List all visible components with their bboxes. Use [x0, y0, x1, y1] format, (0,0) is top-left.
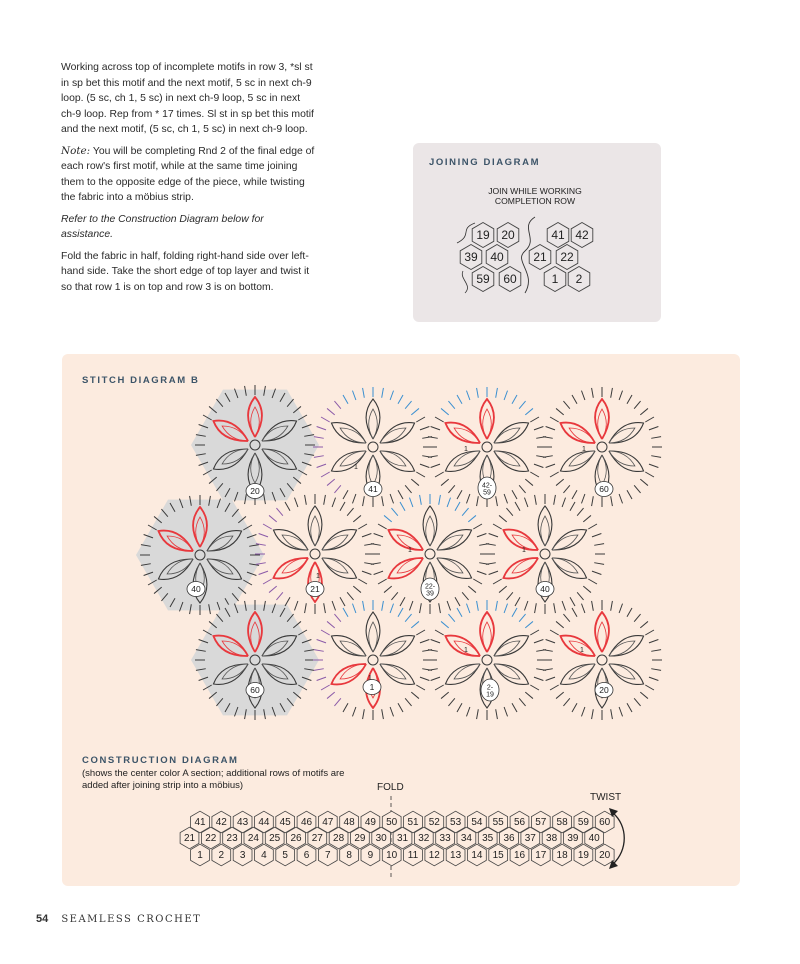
- instructions-paragraph-3: Refer to the Construction Diagram below for assistance.: [61, 213, 264, 240]
- construction-motif-number: 4: [261, 850, 267, 862]
- construction-motif-number: 32: [418, 833, 430, 845]
- construction-motif-number: 59: [577, 817, 589, 829]
- note-text: You will be completing Rnd 2 of the final edge of each row's first motif, while at the same time joining them to the opposite edge of the piece, while twisting the fabric into a möbius strip.: [61, 145, 315, 203]
- construction-motif-number: 6: [303, 850, 310, 862]
- construction-motif-number: 38: [546, 833, 558, 845]
- motif-label: 21: [310, 583, 320, 594]
- motif-marker-label: 1: [464, 646, 468, 654]
- join-right-number: 42: [575, 228, 589, 243]
- construction-motif-number: 27: [311, 833, 323, 845]
- motif-label: 22-39: [424, 583, 436, 598]
- construction-motif-number: 29: [354, 833, 366, 845]
- construction-motif-number: 15: [492, 850, 504, 862]
- stitch-diagram-title: STITCH DIAGRAM B: [82, 375, 200, 386]
- construction-motif-number: 41: [194, 817, 206, 829]
- construction-motif-number: 12: [428, 850, 440, 862]
- construction-motif-number: 9: [367, 850, 374, 862]
- construction-motif-number: 21: [183, 833, 196, 845]
- instructions-paragraph-4: Fold the fabric in half, folding right-hand side over left-hand side. Take the short edge of top layer and twist it so that row 1 is on top and row 3 is on bottom.: [61, 250, 310, 293]
- construction-motif-number: 35: [482, 833, 494, 845]
- construction-motif-number: 31: [396, 833, 409, 845]
- construction-motif-number: 7: [325, 850, 331, 862]
- motif-label: 20: [250, 485, 260, 496]
- construction-motif-number: 48: [343, 817, 355, 829]
- motif-label: 40: [540, 583, 550, 594]
- construction-motif-number: 47: [322, 817, 334, 829]
- construction-motif-number: 46: [300, 817, 313, 829]
- construction-motif-number: 34: [460, 833, 472, 845]
- motif-label: 60: [250, 684, 260, 695]
- motif-marker-label: 1: [522, 546, 526, 554]
- construction-motif-number: 16: [513, 850, 526, 862]
- motif-label: 20: [599, 684, 609, 695]
- motif-marker-label: 1: [464, 445, 468, 453]
- construction-motif-number: 19: [577, 850, 589, 862]
- construction-motif-number: 22: [205, 833, 217, 845]
- book-title: SEAMLESS CROCHET: [61, 914, 202, 925]
- construction-diagram-subtitle: (shows the center color A section; additional rows of motifs are added after joining strip into a möbius): [82, 768, 345, 791]
- construction-motif-number: 20: [599, 850, 611, 862]
- construction-motif-number: 60: [599, 817, 611, 829]
- construction-diagram-title: CONSTRUCTION DIAGRAM: [82, 755, 239, 766]
- construction-motif-number: 25: [269, 833, 281, 845]
- join-left-number: 20: [501, 228, 515, 243]
- construction-motif-number: 40: [588, 833, 600, 845]
- construction-motif-number: 54: [471, 817, 483, 829]
- construction-motif-number: 17: [535, 850, 547, 862]
- motif-marker-label: 1: [408, 546, 412, 554]
- construction-motif-number: 1: [197, 850, 203, 862]
- join-right-number: 21: [533, 250, 547, 265]
- page-footer: [36, 913, 201, 925]
- construction-motif-number: 24: [247, 833, 259, 845]
- fold-label: FOLD: [377, 782, 404, 793]
- motif-marker-label: 1: [582, 445, 586, 453]
- join-left-number: 19: [476, 228, 490, 243]
- construction-motif-number: 45: [279, 817, 291, 829]
- construction-motif-number: 39: [567, 833, 579, 845]
- motif-label: 1: [369, 681, 375, 692]
- construction-motif-number: 30: [375, 833, 387, 845]
- motif-label: 2-19: [486, 684, 494, 699]
- construction-motif-number: 49: [364, 817, 376, 829]
- twist-arrow: [613, 813, 624, 864]
- motif-marker-label: 1: [316, 572, 320, 580]
- twist-label: TWIST: [590, 792, 622, 803]
- construction-motif-number: 33: [439, 833, 451, 845]
- construction-motif-number: 44: [258, 817, 270, 829]
- join-right-number: 22: [560, 250, 574, 265]
- construction-motif-number: 3: [239, 850, 246, 862]
- join-left-number: 40: [490, 250, 504, 265]
- motif-marker-label: 1: [580, 646, 584, 654]
- construction-motif-number: 8: [346, 850, 352, 862]
- motif-marker-label: 1: [354, 463, 358, 471]
- construction-motif-number: 55: [492, 817, 504, 829]
- join-right-number: 1: [551, 272, 559, 287]
- construction-motif-number: 57: [535, 817, 547, 829]
- construction-motif-number: 42: [215, 817, 227, 829]
- construction-motif-number: 10: [386, 850, 398, 862]
- construction-motif-number: 56: [513, 817, 526, 829]
- join-right-number: 41: [551, 228, 565, 243]
- motif-label: 41: [368, 483, 378, 494]
- note-label: Note:: [61, 144, 91, 157]
- construction-motif-number: 26: [290, 833, 302, 845]
- construction-motif-number: 53: [450, 817, 462, 829]
- construction-motif-number: 14: [471, 850, 483, 862]
- motif-label: 42-59: [481, 482, 493, 497]
- join-left-number: 59: [476, 272, 490, 287]
- construction-motif-number: 51: [407, 817, 419, 829]
- construction-motif-number: 13: [450, 850, 462, 862]
- construction-motif-number: 43: [237, 817, 249, 829]
- joining-diagram-caption: JOIN WHILE WORKING COMPLETION ROW: [488, 186, 582, 206]
- construction-motif-number: 2: [218, 850, 225, 862]
- construction-motif-number: 11: [407, 850, 419, 862]
- joining-diagram-title: JOINING DIAGRAM: [429, 157, 541, 168]
- page-number: 54: [36, 913, 49, 925]
- join-left-number: 60: [503, 272, 517, 287]
- construction-motif-number: 37: [524, 833, 536, 845]
- join-left-number: 39: [464, 250, 478, 265]
- construction-motif-number: 18: [556, 850, 568, 862]
- instructions-paragraph-1: Working across top of incomplete motifs in row 3, *sl st in sp bet this motif and the next motif, 5 sc in next ch-9 loop. (5 sc, ch 1, 5 sc) in next ch-9 loop, 5 sc in next ch-9 loop. Rep from * 17 times. Sl st in sp bet this motif and the next motif, (5 sc, ch 1, 5 sc) in next ch-9 loop.: [61, 62, 314, 135]
- join-right-number: 2: [575, 272, 583, 287]
- construction-motif-number: 28: [333, 833, 345, 845]
- construction-motif-number: 36: [503, 833, 515, 845]
- motif-marker-label: 1: [368, 674, 372, 682]
- construction-motif-number: 50: [386, 817, 398, 829]
- motif-label: 60: [599, 483, 609, 494]
- construction-motif-number: 5: [282, 850, 288, 862]
- construction-motif-number: 52: [428, 817, 440, 829]
- construction-motif-number: 23: [226, 833, 238, 845]
- motif-label: 40: [191, 583, 201, 594]
- construction-motif-number: 58: [556, 817, 568, 829]
